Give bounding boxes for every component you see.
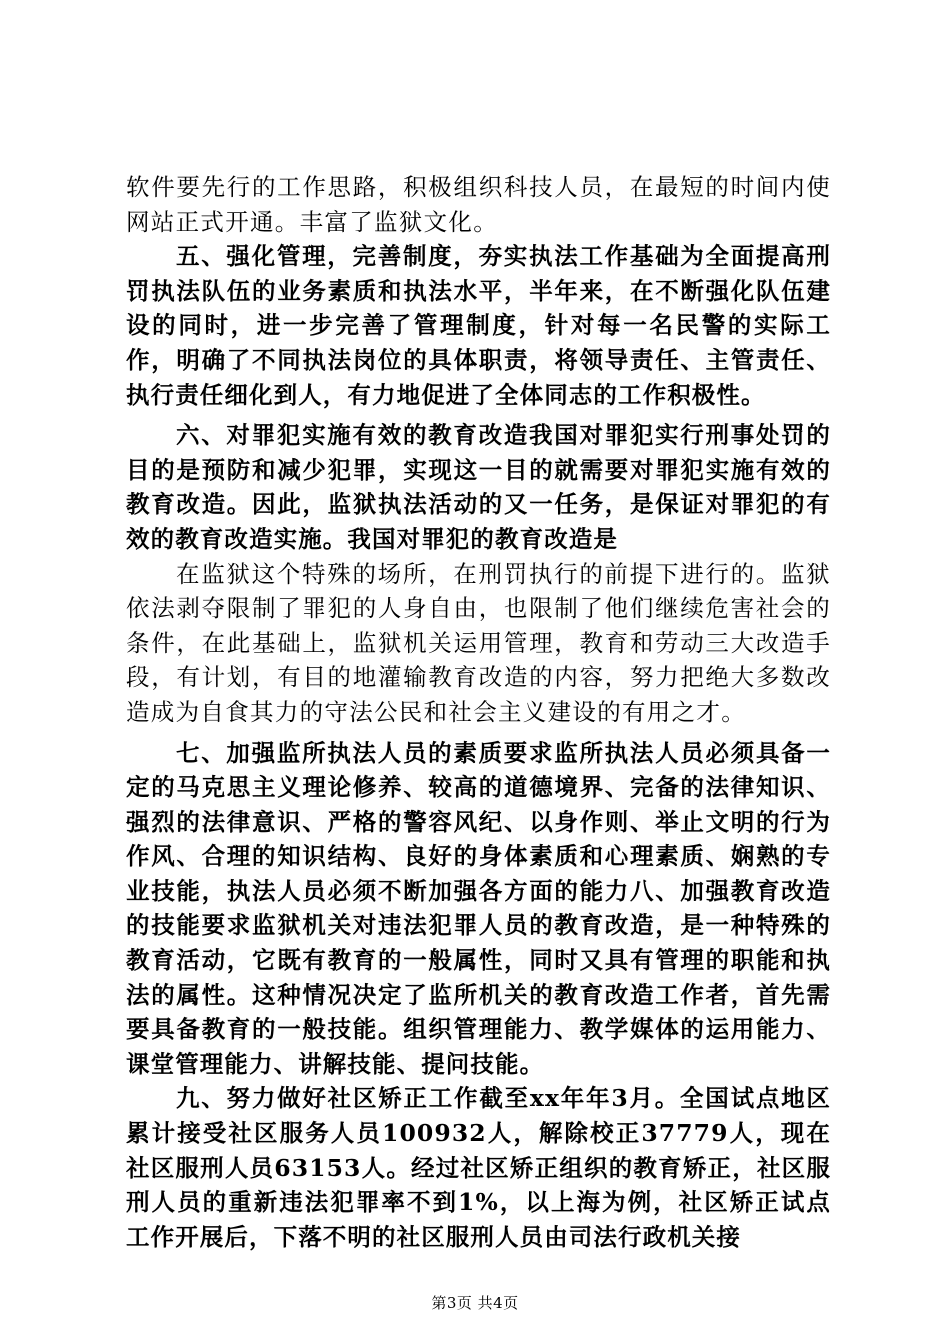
paragraph-section-6: 六、对罪犯实施有效的教育改造我国对罪犯实行刑事处罚的目的是预防和减少犯罪，实现这一目的就需要对罪犯实施有效的教育改造。因此，监狱执法活动的又一任务，是保证对罪犯的有效的教育改造实施。我国对罪犯的教育改造是 — [126, 421, 831, 553]
paragraph-section-9: 九、努力做好社区矫正工作截至xx年年3月。全国试点地区累计接受社区服务人员100932人，解除校正37779人，现在社区服刑人员63153人。经过社区矫正组织的教育矫正，社区服刑人员的重新违法犯罪率不到1%，以上海为例，社区矫正试点工作开展后，下落不明的社区服刑人员由司法行政机关接 — [126, 1084, 831, 1251]
paragraph-section-5: 五、强化管理，完善制度，夯实执法工作基础为全面提高刑罚执法队伍的业务素质和执法水平，半年来，在不断强化队伍建设的同时，进一步完善了管理制度，针对每一名民警的实际工作，明确了不同执法岗位的具体职责，将领导责任、主管责任、执行责任细化到人，有力地促进了全体同志的工作积极性。 — [126, 242, 831, 409]
paragraph-section-7-8: 七、加强监所执法人员的素质要求监所执法人员必须具备一定的马克思主义理论修养、较高的道德境界、完备的法律知识、强烈的法律意识、严格的警容风纪、以身作则、举止文明的行为作风、合理的知识结构、良好的身体素质和心理素质、娴熟的专业技能，执法人员必须不断加强各方面的能力八、加强教育改造的技能要求监狱机关对违法犯罪人员的教育改造，是一种特殊的教育活动，它既有教育的一般属性，同时又具有管理的职能和执法的属性。这种情况决定了监所机关的教育改造工作者，首先需要具备教育的一般技能。组织管理能力、教学媒体的运用能力、课堂管理能力、讲解技能、提问技能。 — [126, 738, 831, 1078]
page-number-footer: 第3页 共4页 — [431, 1294, 519, 1312]
document-body — [126, 170, 831, 1254]
paragraph-section-6-continued: 在监狱这个特殊的场所，在刑罚执行的前提下进行的。监狱依法剥夺限制了罪犯的人身自由，也限制了他们继续危害社会的条件，在此基础上，监狱机关运用管理，教育和劳动三大改造手段，有计划，有目的地灌输教育改造的内容，努力把绝大多数改造成为自食其力的守法公民和社会主义建设的有用之才。 — [126, 559, 831, 726]
paragraph-continuation: 软件要先行的工作思路，积极组织科技人员，在最短的时间内使网站正式开通。丰富了监狱文化。 — [126, 173, 831, 236]
